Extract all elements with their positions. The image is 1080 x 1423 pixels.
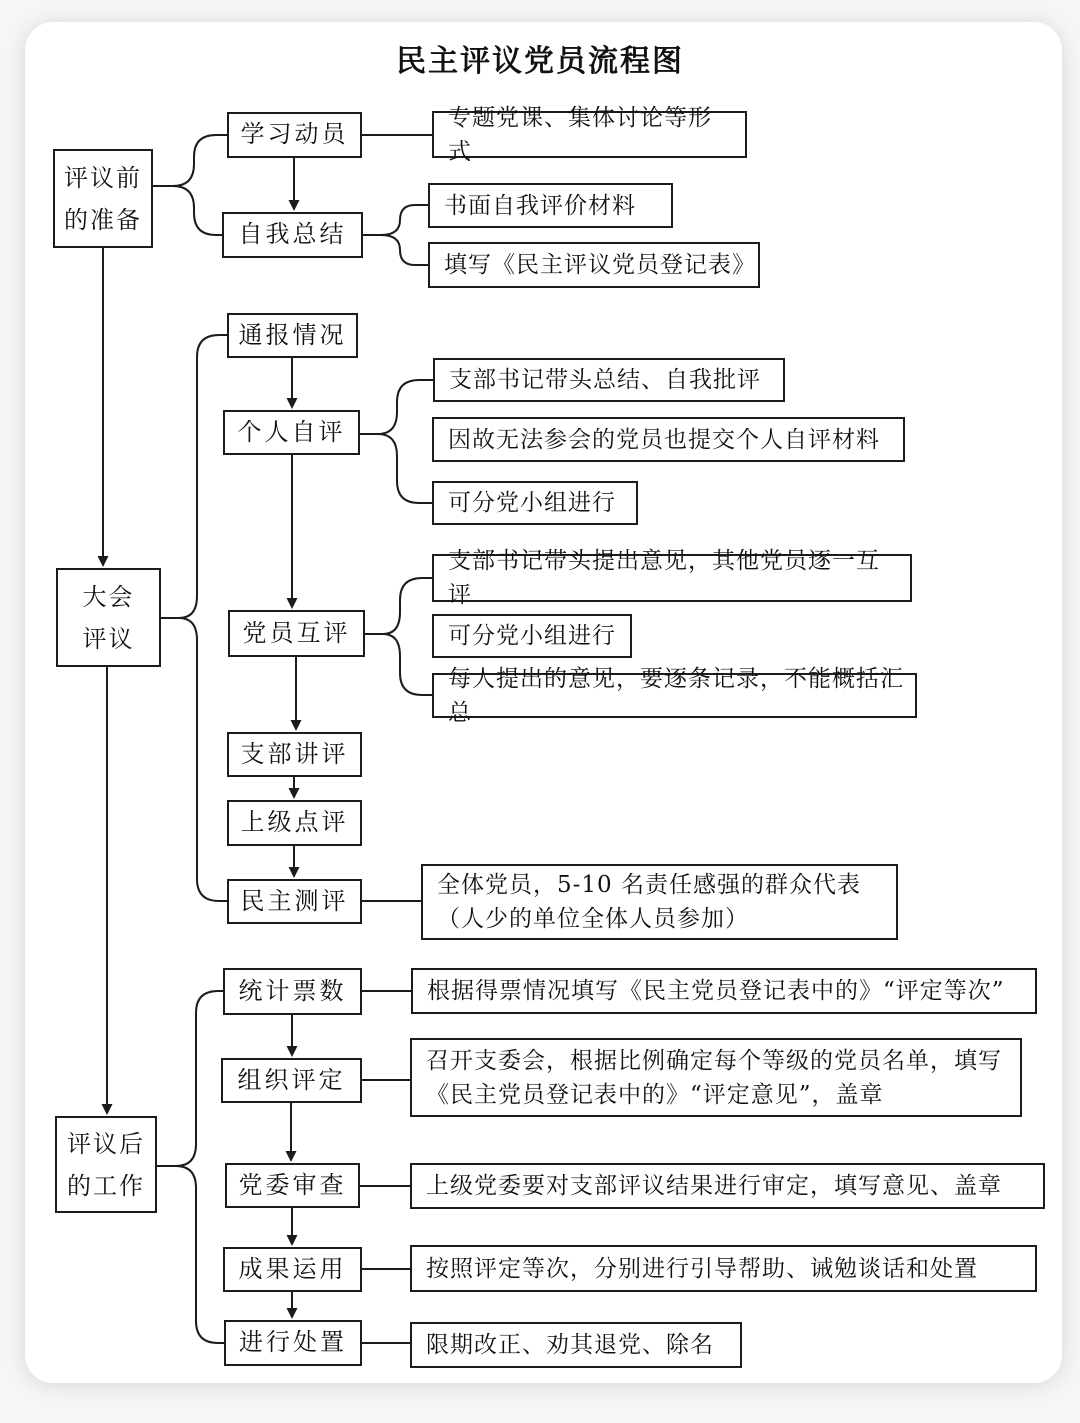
stage-meeting-review [56, 568, 161, 667]
stage-after-review [55, 1116, 157, 1213]
step-report-situation: 通报情况 [227, 313, 358, 358]
detail-written-material: 书面自我评价材料 [428, 183, 673, 228]
detail-secretary-lead-summary: 支部书记带头总结、自我批评 [433, 358, 785, 402]
step-study-mobilization: 学习动员 [227, 112, 362, 158]
detail-study-format: 专题党课、集体讨论等形式 [432, 111, 747, 158]
detail-committee-meeting-rating: 召开支委会，根据比例确定每个等级的党员名单，填写《民主党员登记表中的》“评定意见”，盖章 [410, 1038, 1022, 1117]
detail-fill-registration-form: 填写《民主评议党员登记表》 [428, 242, 760, 288]
detail-assessment-participants: 全体党员，5-10 名责任感强的群众代表（人少的单位全体人员参加） [421, 864, 898, 940]
step-member-mutual-review: 党员互评 [228, 610, 365, 657]
step-democratic-assessment: 民主测评 [227, 879, 362, 924]
detail-fill-rating-grade: 根据得票情况填写《民主党员登记表中的》“评定等次” [411, 968, 1037, 1014]
detail-superior-committee-confirm: 上级党委要对支部评议结果进行审定，填写意见、盖章 [410, 1163, 1045, 1209]
step-count-votes: 统计票数 [223, 968, 362, 1015]
detail-record-each-opinion: 每人提出的意见，要逐条记录，不能概括汇总 [432, 673, 917, 718]
stage-preparation-line2: 的准备 [64, 205, 142, 234]
detail-secretary-lead-opinions: 支部书记带头提出意见，其他党员逐一互评 [432, 554, 912, 602]
step-self-summary: 自我总结 [222, 212, 363, 258]
stage-meeting-review-line2: 评议 [82, 624, 135, 653]
detail-disposal-options: 限期改正、劝其退党、除名 [410, 1322, 742, 1368]
step-party-committee-review: 党委审查 [225, 1163, 360, 1208]
page-title: 民主评议党员流程图 [396, 44, 684, 79]
step-results-application: 成果运用 [223, 1247, 362, 1292]
step-organization-rating: 组织评定 [221, 1058, 362, 1103]
stage-after-review-line1: 评议后 [67, 1129, 145, 1158]
detail-absent-members-submit: 因故无法参会的党员也提交个人自评材料 [432, 417, 905, 462]
step-personal-self-review: 个人自评 [223, 410, 360, 455]
detail-guidance-by-grade: 按照评定等次，分别进行引导帮助、诫勉谈话和处置 [410, 1245, 1037, 1292]
stage-after-review-line2: 的工作 [67, 1171, 145, 1200]
detail-by-party-group-1: 可分党小组进行 [432, 481, 638, 525]
stage-meeting-review-line1: 大会 [82, 582, 135, 611]
step-carry-out-disposal: 进行处置 [224, 1320, 362, 1366]
step-branch-comments: 支部讲评 [227, 732, 362, 777]
stage-preparation-line1: 评议前 [64, 163, 142, 192]
detail-by-party-group-2: 可分党小组进行 [432, 614, 632, 658]
stage-preparation [53, 149, 153, 248]
step-superior-comments: 上级点评 [227, 800, 362, 846]
